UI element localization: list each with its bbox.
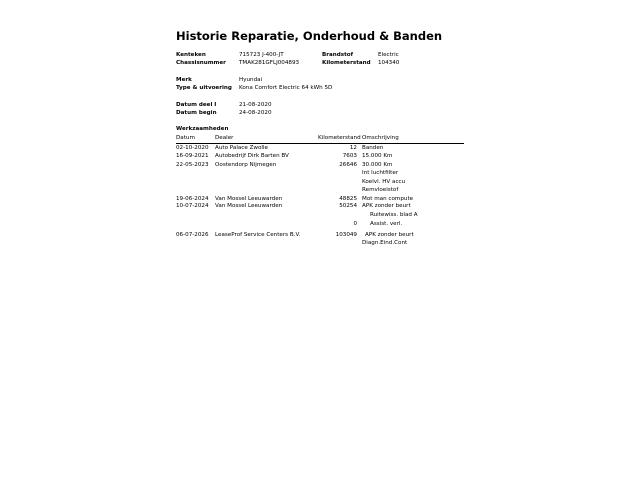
cell-omschrijving: APK zonder beurt <box>362 203 411 209</box>
cell-datum: 06-07-2026 <box>176 232 209 238</box>
cell-kilometerstand: 0 <box>353 221 357 227</box>
cell-kilometerstand: 50254 <box>339 203 357 209</box>
cell-dealer: Van Mossel Leeuwarden <box>215 196 283 202</box>
cell-dealer: LeaseProf Service Centers B.V. <box>215 232 301 238</box>
merk-label: Merk <box>176 77 192 83</box>
werkzaamheden-heading: Werkzaamheden <box>176 126 229 132</box>
datum-begin-label: Datum begin <box>176 110 217 116</box>
cell-kilometerstand: 103049 <box>335 232 357 238</box>
kilometerstand-value: 104340 <box>378 60 400 66</box>
cell-omschrijving: Remvloeistof <box>362 187 399 193</box>
cell-datum: 16-09-2021 <box>176 153 209 159</box>
cell-omschrijving: 30.000 Km <box>362 162 393 168</box>
type-value: Kona Comfort Electric 64 kWh 5D <box>239 85 333 91</box>
cell-omschrijving: Int luchtfilter <box>362 170 399 176</box>
cell-datum: 10-07-2024 <box>176 203 209 209</box>
brandstof-label: Brandstof <box>322 52 354 58</box>
cell-omschrijving: Diagn.Eind.Cont <box>362 240 408 246</box>
column-header-omschrijving: Omschrijving <box>362 135 399 141</box>
header-divider <box>176 143 464 144</box>
cell-datum: 22-05-2023 <box>176 162 209 168</box>
column-header-kilometerstand: Kilometerstand <box>318 135 361 141</box>
cell-kilometerstand: 7603 <box>342 153 357 159</box>
cell-dealer: Van Mossel Leeuwarden <box>215 203 283 209</box>
kenteken-value: 715723 J-400-JT <box>239 52 284 58</box>
cell-datum: 02-10-2020 <box>176 145 209 151</box>
merk-value: Hyundai <box>239 77 263 83</box>
cell-dealer: Oostendorp Nijmegen <box>215 162 277 168</box>
cell-omschrijving: 15.000 Km <box>362 153 393 159</box>
cell-omschrijving: Assist. verl. <box>370 221 403 227</box>
page-title: Historie Reparatie, Onderhoud & Banden <box>176 29 443 43</box>
datum-begin-value: 24-08-2020 <box>239 110 272 116</box>
cell-omschrijving: Banden <box>362 145 384 151</box>
brandstof-value: Electric <box>378 52 399 58</box>
cell-datum: 19-06-2024 <box>176 196 209 202</box>
cell-kilometerstand: 48825 <box>339 196 357 202</box>
datum-deel1-label: Datum deel I <box>176 102 217 108</box>
cell-dealer: Autobedrijf Dirk Barten BV <box>215 153 289 159</box>
kilometerstand-label: Kilometerstand <box>322 60 371 66</box>
type-label: Type & uitvoering <box>176 85 232 91</box>
chassis-value: TMAK281GFLJ004893 <box>239 60 300 66</box>
cell-omschrijving: APK zonder beurt <box>365 232 414 238</box>
cell-kilometerstand: 26646 <box>339 162 357 168</box>
cell-omschrijving: Ruitewiss. blad A <box>370 212 418 218</box>
chassis-label: Chassisnummer <box>176 60 226 66</box>
datum-deel1-value: 21-08-2020 <box>239 102 272 108</box>
cell-omschrijving: Koelvl. HV accu <box>362 179 406 185</box>
column-header-datum: Datum <box>176 135 195 141</box>
cell-omschrijving: Mot man compute <box>362 196 414 202</box>
kenteken-label: Kenteken <box>176 52 206 58</box>
column-header-dealer: Dealer <box>215 135 234 141</box>
cell-kilometerstand: 12 <box>349 145 357 151</box>
cell-dealer: Auto Palace Zwolle <box>215 145 268 151</box>
